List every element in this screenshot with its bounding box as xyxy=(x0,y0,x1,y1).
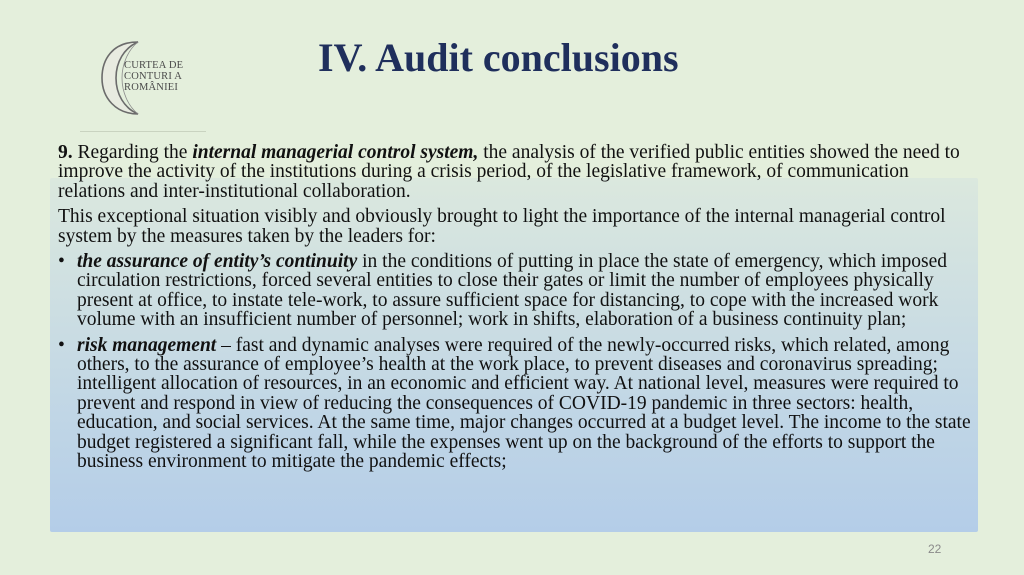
paragraph-text: the analysis of the verified public entities showed the need to improve the activity of the institutions during a crisis period, of the legislative framework, of communication relations and inter-institutional collaboration. xyxy=(58,142,960,202)
paragraph-emphasis: internal managerial control system, xyxy=(192,142,479,163)
bullet-marker: • xyxy=(58,251,65,273)
bullet-text: in the conditions of putting in place the state of emergency, which imposed circulation restrictions, forced several entities to close their gates or limit the number of employees physically present at office, to instate tele-work, to assure sufficient space for distancing, to cope with the increased work volume with an insufficient number of personnel; work in shifts, elaboration of a business continuity plan; xyxy=(77,251,947,331)
bullet-marker: • xyxy=(58,334,65,356)
page-number: 22 xyxy=(928,542,942,556)
logo-divider xyxy=(80,131,206,132)
court-of-accounts-logo xyxy=(98,38,208,118)
logo-line: CONTURI A xyxy=(124,71,183,82)
paragraph-9 xyxy=(58,143,973,201)
logo-text xyxy=(124,60,183,93)
slide-body xyxy=(58,143,973,478)
logo-line: CURTEA DE xyxy=(124,60,184,71)
paragraph-number: 9. xyxy=(58,142,73,163)
bullet-text: – fast and dynamic analyses were required of the newly-occurred risks, which related, among others, to the assurance of employee’s health at the work place, to prevent diseases and coronavirus spreading; intelligent allocation of resources, in an economic and efficient way. At national level, measures were required to prevent and respond in view of reducing the consequences of COVID-19 pandemic in three sectors: health, education, and social services. At the same time, major changes occurred at a budget level. The income to the state budget registered a significant fall, while the expenses went up on the background of the efforts to support the business environment to mitigate the pandemic effects; xyxy=(77,334,971,473)
bullet-item xyxy=(58,336,973,472)
bullet-emphasis: risk management xyxy=(77,334,217,356)
logo-line: ROMÂNIEI xyxy=(124,82,179,93)
bullet-item xyxy=(58,252,973,330)
slide-title: IV. Audit conclusions xyxy=(318,35,679,80)
paragraph-lead: Regarding the xyxy=(72,142,193,163)
bullet-emphasis: the assurance of entity’s continuity xyxy=(77,251,358,273)
paragraph-context: This exceptional situation visibly and obviously brought to light the importance of the internal managerial control system by the measures taken by the leaders for: xyxy=(58,206,946,247)
